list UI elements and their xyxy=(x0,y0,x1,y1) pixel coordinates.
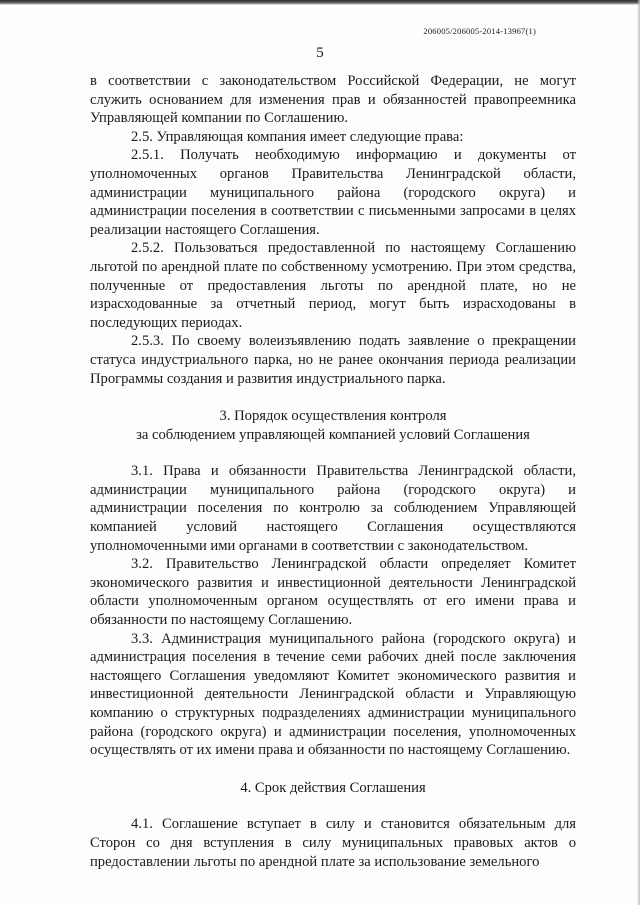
paragraph-3-1: 3.1. Права и обязанности Правительства Ленинградской области, администрации муниципального района (городского округа) и администрации поселения по контролю за соблюдением Управляющей компанией условий настоящего Соглашения осуществляются уполномоченными ими органами в соответствии с законодательством. xyxy=(90,463,576,554)
paragraph-4-1: 4.1. Соглашение вступает в силу и становится обязательным для Сторон со дня вступления в силу муниципальных правовых актов о предоставлении льготы по арендной плате за использование земельного xyxy=(90,816,576,870)
scan-top-edge xyxy=(0,0,640,5)
paragraph-2-5-1: 2.5.1. Получать необходимую информацию и документы от уполномоченных органов Правительства Ленинградской области, администрации муниципального района (городского округа) и администрации поселения в соответствии с письменными запросами в целях реализации настоящего Соглашения. xyxy=(90,147,576,238)
paragraph-2-5: 2.5. Управляющая компания имеет следующие права: xyxy=(131,128,464,145)
section-3-heading-line-1: 3. Порядок осуществления контроля xyxy=(219,408,447,425)
document-body xyxy=(90,72,576,871)
paragraph-3-2: 3.2. Правительство Ленинградской области определяет Комитет экономического развития и инвестиционной деятельности Ленинградской области уполномоченным органом осуществлять от его имени права и обязанности по настоящему Соглашению. xyxy=(90,556,576,629)
section-4-heading xyxy=(90,779,576,798)
paragraph-2-5-3: 2.5.3. По своему волеизъявлению подать заявление о прекращении статуса индустриального парка, но не ранее окончания периода реализации Программы создания и развития индустриального парка. xyxy=(90,333,576,387)
document-id: 206005/206005-2014-13967(1) xyxy=(423,26,536,36)
section-3-heading-line-2: за соблюдением управляющей компанией условий Соглашения xyxy=(136,426,530,443)
paragraph-3-3: 3.3. Администрация муниципального района (городского округа) и администрация поселения в течение семи рабочих дней после заключения настоящего Соглашения уведомляют Комитет экономического развития и инвестиционной деятельности Ленинградской области и Управляющую компанию о структурных подразделениях администрации муниципального района (городского округа) и администрации поселения, уполномоченных осуществлять от их имени права и обязанности по настоящему Соглашению. xyxy=(90,630,576,759)
paragraph-continuation: в соответствии с законодательством Российской Федерации, не могут служить основанием для изменения прав и обязанностей правопреемника Управляющей компании по Соглашению. xyxy=(90,73,576,127)
section-4-heading-line: 4. Срок действия Соглашения xyxy=(240,779,426,796)
paragraph-2-5-2: 2.5.2. Пользоваться предоставленной по настоящему Соглашению льготой по арендной плате по собственному усмотрению. При этом средства, полученные от предоставления льготы по арендной плате, но не израсходованные за отчетный период, могут быть израсходованы в последующих периодах. xyxy=(90,240,576,331)
page-number: 5 xyxy=(316,45,324,61)
section-3-heading xyxy=(90,407,576,444)
